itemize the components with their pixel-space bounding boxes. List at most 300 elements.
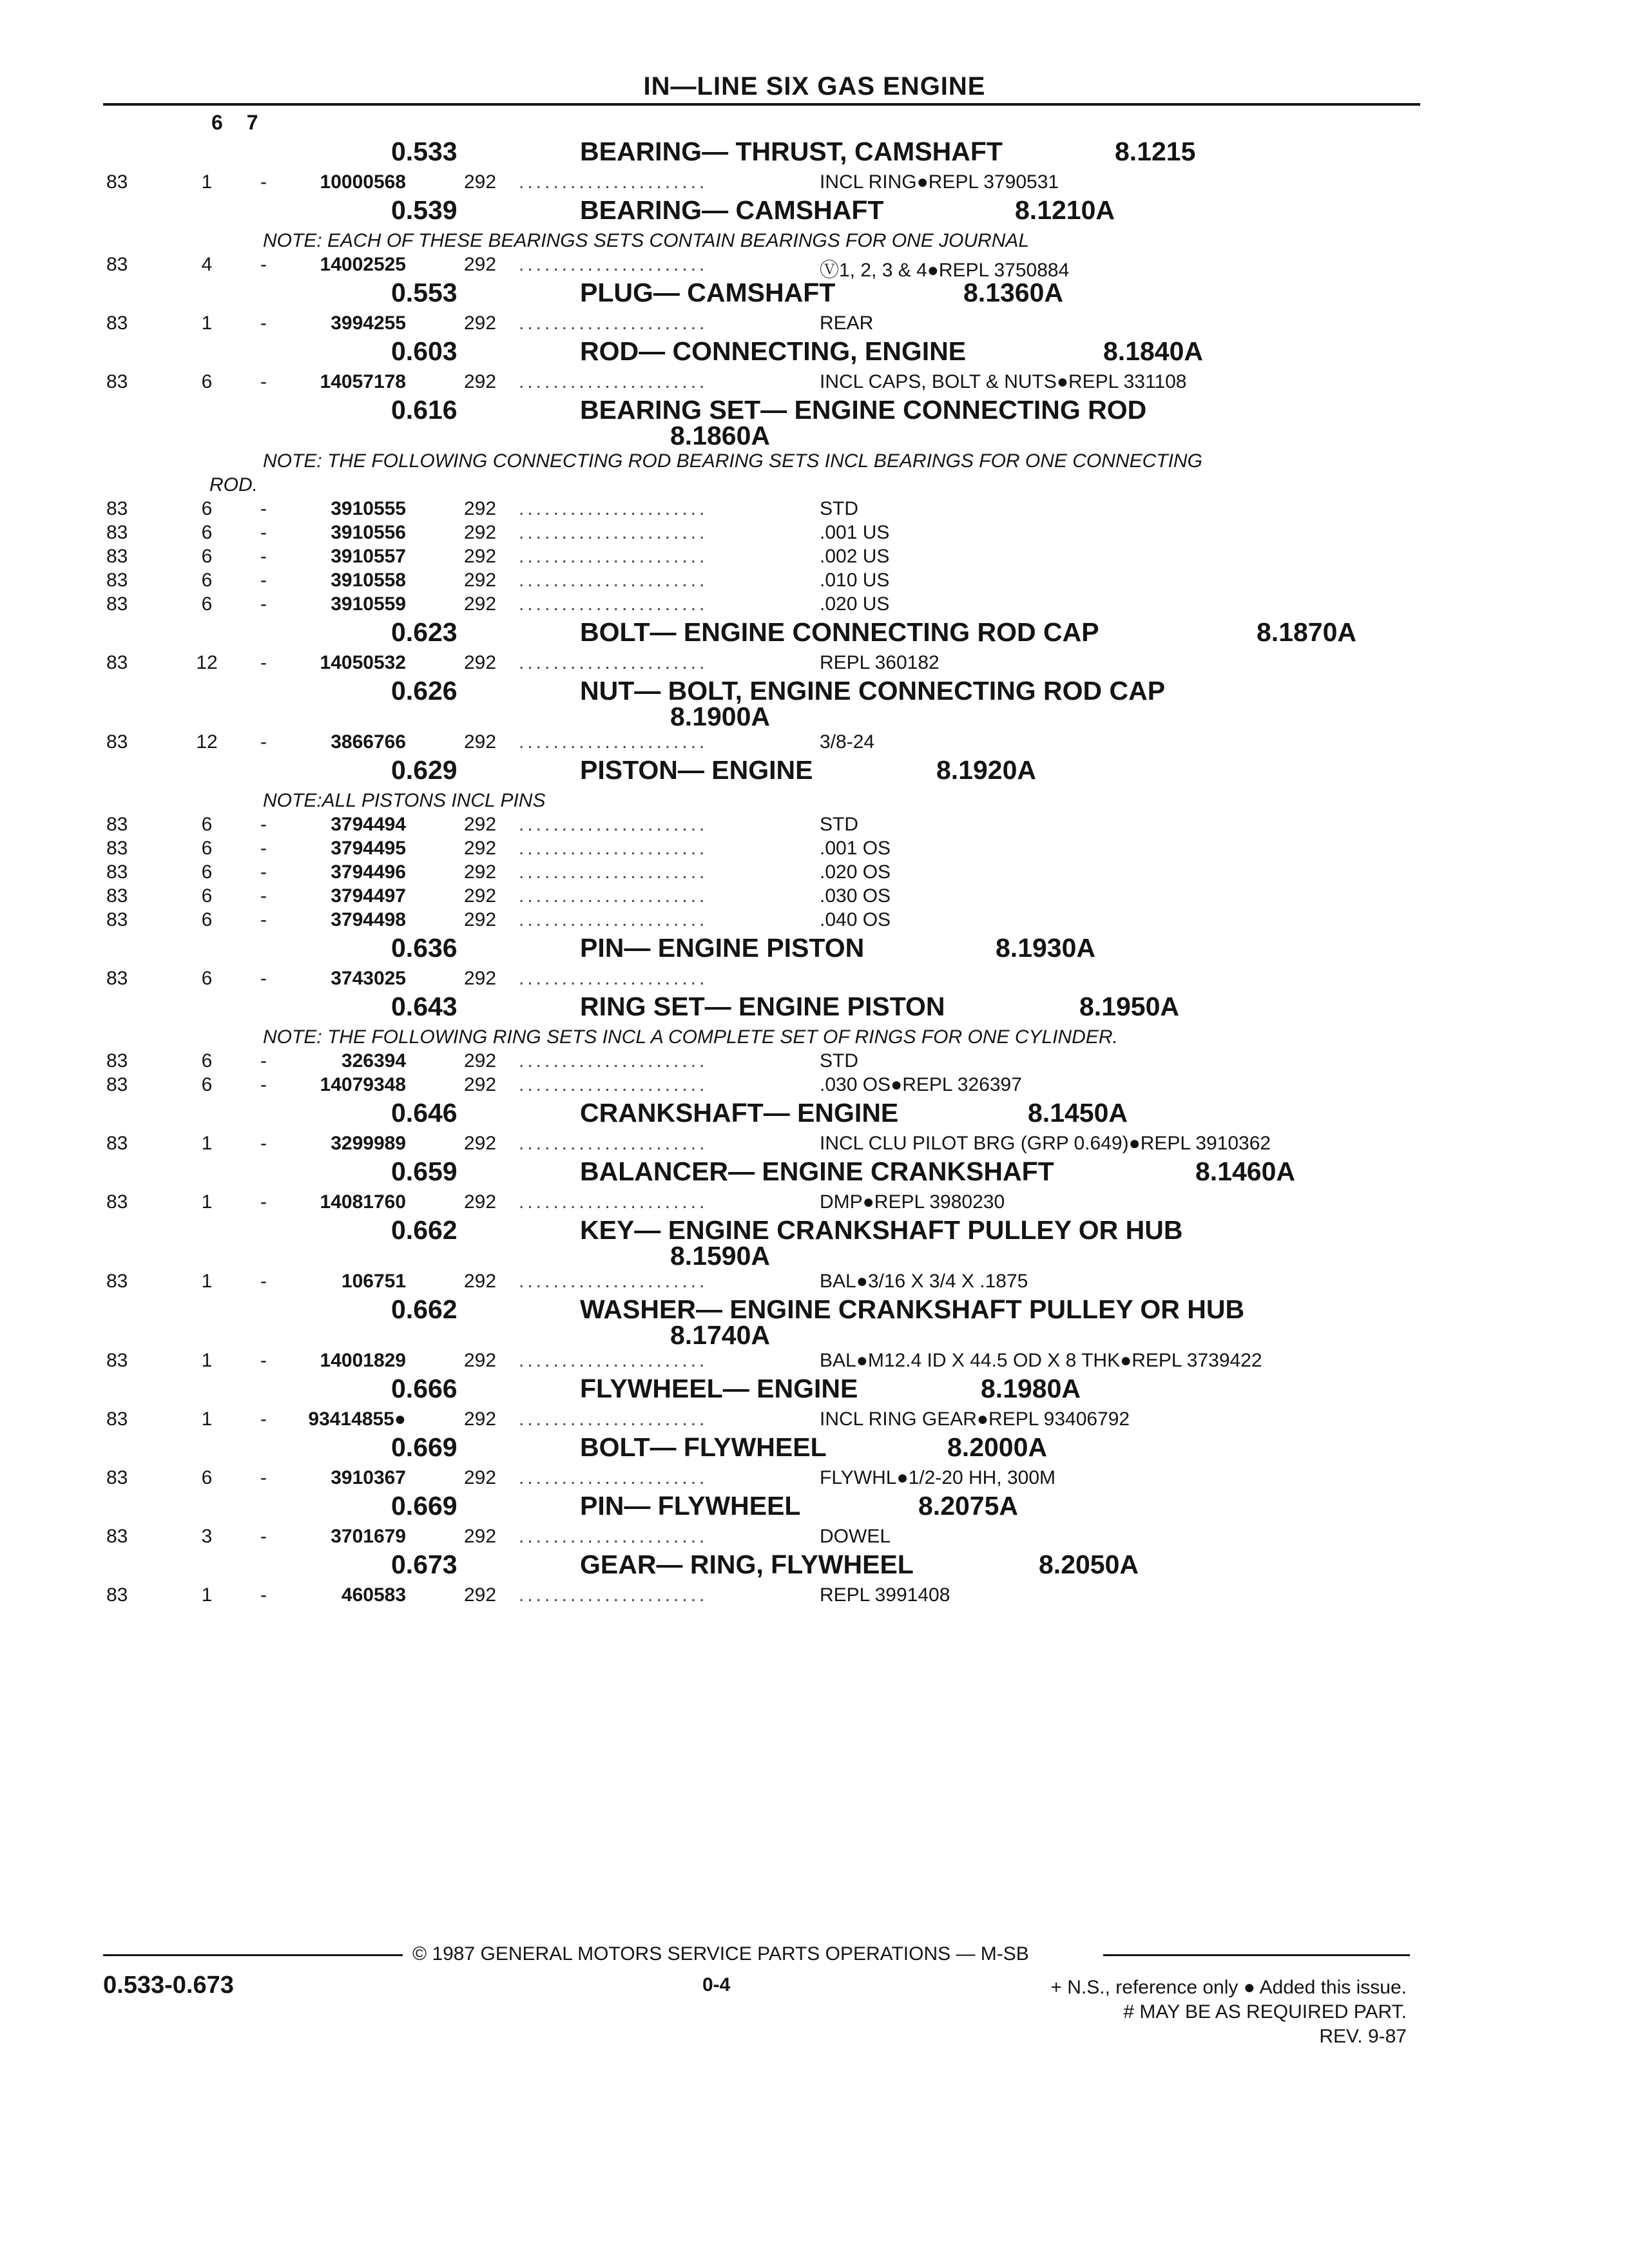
plant-code: 292: [464, 1408, 497, 1430]
part-number: 3743025: [331, 968, 406, 989]
part-number: 14002525: [320, 254, 406, 275]
plant-code: 292: [464, 312, 497, 334]
catalog-code: 83: [106, 968, 128, 989]
part-description: INCL CLU PILOT BRG (GRP 0.649)●REPL 3910362: [820, 1133, 1271, 1154]
column-numbers: 6 7: [211, 111, 258, 134]
dot-leader: ......................: [519, 1526, 708, 1547]
quantity: 6: [201, 1050, 213, 1072]
part-number: 14081760: [320, 1191, 406, 1213]
group-number: 0.673: [391, 1550, 458, 1579]
separator-dash: -: [260, 814, 267, 835]
separator-dash: -: [260, 1408, 267, 1430]
dot-leader: ......................: [519, 1074, 708, 1095]
part-description: .002 US: [820, 546, 890, 567]
part-description: INCL RING●REPL 3790531: [820, 171, 1059, 193]
section-heading: [0, 278, 1629, 312]
section-heading: [0, 1215, 1629, 1271]
section-heading: [0, 1550, 1629, 1584]
dot-leader: ......................: [519, 861, 708, 883]
group-number: 0.662: [391, 1215, 458, 1245]
catalog-code: 83: [106, 1133, 128, 1154]
plant-code: 292: [464, 171, 497, 193]
catalog-code: 83: [106, 1467, 128, 1488]
dot-leader: ......................: [519, 312, 708, 334]
separator-dash: -: [260, 254, 267, 275]
separator-dash: -: [260, 1133, 267, 1154]
table-row: [0, 968, 1629, 992]
catalog-code: 83: [106, 861, 128, 883]
reference-code: 8.1920A: [936, 755, 1037, 785]
separator-dash: -: [260, 1191, 267, 1213]
table-row: [0, 861, 1629, 885]
table-row: [0, 909, 1629, 933]
plant-code: 292: [464, 570, 497, 591]
part-description: .010 US: [820, 570, 890, 591]
dot-leader: ......................: [519, 546, 708, 567]
separator-dash: -: [260, 171, 267, 193]
plant-code: 292: [464, 652, 497, 673]
dot-leader: ......................: [519, 522, 708, 543]
part-number: 14050532: [320, 652, 406, 673]
part-description: .020 US: [820, 593, 890, 615]
plant-code: 292: [464, 838, 497, 859]
separator-dash: -: [260, 1467, 267, 1488]
table-row: [0, 1526, 1629, 1550]
part-number: 326394: [341, 1050, 406, 1072]
parts-section: [0, 617, 1629, 676]
group-number: 0.636: [391, 933, 458, 963]
section-heading: [0, 755, 1629, 790]
part-description: STD: [820, 814, 858, 835]
parts-section: [0, 933, 1629, 992]
part-number: 3794496: [331, 861, 406, 883]
separator-dash: -: [260, 546, 267, 567]
part-number: 93414855●: [308, 1408, 406, 1430]
quantity: 1: [201, 1191, 213, 1213]
part-number: 3701679: [331, 1526, 406, 1547]
table-row: [0, 570, 1629, 593]
parts-section: [0, 1491, 1629, 1550]
part-number: 3794495: [331, 838, 406, 859]
plant-code: 292: [464, 522, 497, 543]
separator-dash: -: [260, 1074, 267, 1095]
parts-section: [0, 755, 1629, 933]
separator-dash: -: [260, 312, 267, 334]
separator-dash: -: [260, 909, 267, 930]
separator-dash: -: [260, 968, 267, 989]
quantity: 1: [201, 1350, 213, 1371]
quantity: 6: [201, 371, 213, 392]
dot-leader: ......................: [519, 652, 708, 673]
table-row: [0, 593, 1629, 617]
reference-code: 8.1840A: [1103, 336, 1204, 366]
plant-code: 292: [464, 1467, 497, 1488]
dot-leader: ......................: [519, 909, 708, 930]
section-title: KEY— ENGINE CRANKSHAFT PULLEY OR HUB: [580, 1215, 1183, 1245]
part-description: INCL RING GEAR●REPL 93406792: [820, 1408, 1130, 1430]
dot-leader: ......................: [519, 968, 708, 989]
catalog-code: 83: [106, 1271, 128, 1292]
separator-dash: -: [260, 1350, 267, 1371]
plant-code: 292: [464, 546, 497, 567]
table-row: [0, 546, 1629, 570]
part-number: 10000568: [320, 171, 406, 193]
part-description: REPL 3991408: [820, 1584, 950, 1606]
table-row: [0, 522, 1629, 546]
parts-section: [0, 278, 1629, 336]
separator-dash: -: [260, 498, 267, 519]
parts-list: [0, 137, 1629, 1608]
footer-rule-right: [1103, 1954, 1410, 1956]
separator-dash: -: [260, 1584, 267, 1606]
page-range: 0.533-0.673: [103, 1972, 234, 1999]
part-description: STD: [820, 498, 858, 519]
plant-code: 292: [464, 861, 497, 883]
reference-code: 8.1210A: [1015, 195, 1115, 225]
catalog-code: 83: [106, 371, 128, 392]
plant-code: 292: [464, 1350, 497, 1371]
section-title: FLYWHEEL— ENGINE: [580, 1374, 858, 1403]
quantity: 6: [201, 1074, 213, 1095]
table-row: [0, 1584, 1629, 1608]
quantity: 1: [201, 1271, 213, 1292]
plant-code: 292: [464, 254, 497, 275]
dot-leader: ......................: [519, 1408, 708, 1430]
separator-dash: -: [260, 522, 267, 543]
parts-section: [0, 137, 1629, 195]
part-number: 3299989: [331, 1133, 406, 1154]
reference-code: 8.1860A: [670, 421, 771, 450]
section-title: BOLT— FLYWHEEL: [580, 1432, 827, 1462]
part-description: REAR: [820, 312, 874, 334]
page-number: 0-4: [702, 1974, 731, 1995]
reference-code: 8.1950A: [1079, 992, 1180, 1021]
group-number: 0.616: [391, 395, 458, 425]
group-number: 0.533: [391, 137, 458, 166]
catalog-code: 83: [106, 1074, 128, 1095]
separator-dash: -: [260, 1271, 267, 1292]
quantity: 6: [201, 968, 213, 989]
dot-leader: ......................: [519, 570, 708, 591]
quantity: 1: [201, 1584, 213, 1606]
reference-code: 8.1980A: [981, 1374, 1081, 1403]
reference-code: 8.1460A: [1195, 1157, 1296, 1186]
copyright-line: © 1987 GENERAL MOTORS SERVICE PARTS OPERATIONS — M-SB: [412, 1943, 1029, 1965]
dot-leader: ......................: [519, 371, 708, 392]
parts-section: [0, 395, 1629, 617]
reference-code: 8.1740A: [670, 1320, 771, 1350]
quantity: 1: [201, 171, 213, 193]
catalog-code: 83: [106, 498, 128, 519]
plant-code: 292: [464, 909, 497, 930]
reference-code: 8.2000A: [947, 1432, 1048, 1462]
separator-dash: -: [260, 885, 267, 907]
section-heading: [0, 933, 1629, 968]
section-heading: [0, 195, 1629, 230]
table-row: [0, 1467, 1629, 1491]
section-title: BEARING— THRUST, CAMSHAFT: [580, 137, 1003, 166]
section-title: PIN— ENGINE PISTON: [580, 933, 865, 963]
table-row: [0, 1074, 1629, 1098]
part-description: .030 OS: [820, 885, 891, 907]
table-row: [0, 1408, 1629, 1432]
quantity: 12: [196, 731, 218, 753]
dot-leader: ......................: [519, 593, 708, 615]
section-heading: [0, 395, 1629, 450]
part-description: DOWEL: [820, 1526, 891, 1547]
part-number: 106751: [341, 1271, 406, 1292]
dot-leader: ......................: [519, 1467, 708, 1488]
part-description: FLYWHL●1/2-20 HH, 300M: [820, 1467, 1056, 1488]
catalog-code: 83: [106, 546, 128, 567]
quantity: 6: [201, 570, 213, 591]
dot-leader: ......................: [519, 885, 708, 907]
footer-legend: [1050, 1975, 1407, 2049]
parts-section: [0, 1215, 1629, 1294]
part-number: 460583: [341, 1584, 406, 1606]
parts-section: [0, 1374, 1629, 1432]
legend-line: # MAY BE AS REQUIRED PART.: [1123, 2001, 1407, 2023]
parts-section: [0, 336, 1629, 395]
section-heading: [0, 1098, 1629, 1133]
catalog-code: 83: [106, 522, 128, 543]
catalog-code: 83: [106, 312, 128, 334]
section-heading: [0, 676, 1629, 731]
plant-code: 292: [464, 371, 497, 392]
section-heading: [0, 617, 1629, 652]
plant-code: 292: [464, 593, 497, 615]
table-row: [0, 814, 1629, 838]
separator-dash: -: [260, 731, 267, 753]
dot-leader: ......................: [519, 171, 708, 193]
reference-code: 8.1360A: [963, 278, 1064, 307]
part-number: 14057178: [320, 371, 406, 392]
table-row: [0, 371, 1629, 395]
section-heading: [0, 1432, 1629, 1467]
part-number: 3910367: [331, 1467, 406, 1488]
group-number: 0.659: [391, 1157, 458, 1186]
table-row: [0, 312, 1629, 336]
plant-code: 292: [464, 814, 497, 835]
parts-section: [0, 1098, 1629, 1157]
quantity: 6: [201, 522, 213, 543]
quantity: 1: [201, 1133, 213, 1154]
plant-code: 292: [464, 1271, 497, 1292]
section-heading: [0, 336, 1629, 371]
parts-section: [0, 676, 1629, 755]
table-row: [0, 1271, 1629, 1294]
catalog-code: 83: [106, 1584, 128, 1606]
section-note: NOTE: EACH OF THESE BEARINGS SETS CONTAIN BEARINGS FOR ONE JOURNAL: [263, 230, 1030, 251]
dot-leader: ......................: [519, 814, 708, 835]
section-title: ROD— CONNECTING, ENGINE: [580, 336, 967, 366]
section-title: PLUG— CAMSHAFT: [580, 278, 836, 307]
group-number: 0.629: [391, 755, 458, 785]
reference-code: 8.2050A: [1039, 1550, 1139, 1579]
reference-code: 8.1215: [1115, 137, 1196, 166]
group-number: 0.669: [391, 1432, 458, 1462]
section-title: WASHER— ENGINE CRANKSHAFT PULLEY OR HUB: [580, 1294, 1245, 1324]
group-number: 0.669: [391, 1491, 458, 1521]
part-description: .030 OS●REPL 326397: [820, 1074, 1022, 1095]
table-row: [0, 1191, 1629, 1215]
section-heading: [0, 1294, 1629, 1350]
separator-dash: -: [260, 861, 267, 883]
part-number: 3910557: [331, 546, 406, 567]
separator-dash: -: [260, 1526, 267, 1547]
catalog-code: 83: [106, 1191, 128, 1213]
part-description: STD: [820, 1050, 858, 1072]
dot-leader: ......................: [519, 1271, 708, 1292]
section-title: BALANCER— ENGINE CRANKSHAFT: [580, 1157, 1054, 1186]
catalog-code: 83: [106, 909, 128, 930]
catalog-code: 83: [106, 171, 128, 193]
dot-leader: ......................: [519, 1584, 708, 1606]
quantity: 6: [201, 838, 213, 859]
separator-dash: -: [260, 1050, 267, 1072]
section-heading: [0, 1157, 1629, 1191]
part-description: Ⓥ1, 2, 3 & 4●REPL 3750884: [820, 260, 1070, 281]
section-note: NOTE: THE FOLLOWING RING SETS INCL A COMPLETE SET OF RINGS FOR ONE CYLINDER.: [263, 1026, 1118, 1048]
separator-dash: -: [260, 652, 267, 673]
parts-section: [0, 195, 1629, 281]
dot-leader: ......................: [519, 1191, 708, 1213]
section-title: BOLT— ENGINE CONNECTING ROD CAP: [580, 617, 1099, 647]
plant-code: 292: [464, 1074, 497, 1095]
dot-leader: ......................: [519, 1350, 708, 1371]
quantity: 1: [201, 1408, 213, 1430]
part-number: 3866766: [331, 731, 406, 753]
catalog-code: 83: [106, 593, 128, 615]
quantity: 6: [201, 909, 213, 930]
separator-dash: -: [260, 570, 267, 591]
group-number: 0.662: [391, 1294, 458, 1324]
part-description: BAL●M12.4 ID X 44.5 OD X 8 THK●REPL 3739422: [820, 1350, 1262, 1371]
catalog-code: 83: [106, 570, 128, 591]
part-description: .020 OS: [820, 861, 891, 883]
reference-code: 8.1930A: [996, 933, 1096, 963]
quantity: 6: [201, 593, 213, 615]
catalog-code: 83: [106, 1350, 128, 1371]
part-number: 3910555: [331, 498, 406, 519]
parts-section: [0, 1550, 1629, 1608]
table-row: [0, 1050, 1629, 1074]
separator-dash: -: [260, 371, 267, 392]
section-note: ROD.: [209, 474, 258, 495]
table-row: [0, 254, 1629, 281]
group-number: 0.623: [391, 617, 458, 647]
plant-code: 292: [464, 1191, 497, 1213]
dot-leader: ......................: [519, 498, 708, 519]
dot-leader: ......................: [519, 1133, 708, 1154]
table-row: [0, 498, 1629, 522]
part-number: 14079348: [320, 1074, 406, 1095]
section-title: CRANKSHAFT— ENGINE: [580, 1098, 899, 1128]
group-number: 0.603: [391, 336, 458, 366]
quantity: 12: [196, 652, 218, 673]
plant-code: 292: [464, 1526, 497, 1547]
dot-leader: ......................: [519, 1050, 708, 1072]
section-note: NOTE: THE FOLLOWING CONNECTING ROD BEARING SETS INCL BEARINGS FOR ONE CONNECTING: [263, 450, 1202, 472]
plant-code: 292: [464, 498, 497, 519]
quantity: 6: [201, 498, 213, 519]
group-number: 0.626: [391, 676, 458, 706]
table-row: [0, 885, 1629, 909]
section-note: NOTE:ALL PISTONS INCL PINS: [263, 790, 546, 811]
plant-code: 292: [464, 968, 497, 989]
reference-code: 8.1590A: [670, 1241, 771, 1271]
dot-leader: ......................: [519, 254, 708, 275]
part-description: .040 OS: [820, 909, 891, 930]
part-number: 3794494: [331, 814, 406, 835]
part-description: BAL●3/16 X 3/4 X .1875: [820, 1271, 1028, 1292]
quantity: 6: [201, 1467, 213, 1488]
parts-section: [0, 1432, 1629, 1491]
part-number: 3794498: [331, 909, 406, 930]
table-row: [0, 1350, 1629, 1374]
reference-code: 8.2075A: [918, 1491, 1019, 1521]
legend-line: REV. 9-87: [1319, 2026, 1407, 2047]
table-row: [0, 731, 1629, 755]
catalog-code: 83: [106, 254, 128, 275]
group-number: 0.553: [391, 278, 458, 307]
section-heading: [0, 137, 1629, 171]
group-number: 0.666: [391, 1374, 458, 1403]
catalog-code: 83: [106, 1050, 128, 1072]
part-description: .001 OS: [820, 838, 891, 859]
dot-leader: ......................: [519, 731, 708, 753]
catalog-code: 83: [106, 814, 128, 835]
plant-code: 292: [464, 731, 497, 753]
catalog-code: 83: [106, 1526, 128, 1547]
catalog-code: 83: [106, 838, 128, 859]
catalog-code: 83: [106, 652, 128, 673]
section-title: NUT— BOLT, ENGINE CONNECTING ROD CAP: [580, 676, 1166, 706]
section-title: PIN— FLYWHEEL: [580, 1491, 801, 1521]
quantity: 6: [201, 885, 213, 907]
part-number: 3794497: [331, 885, 406, 907]
dot-leader: ......................: [519, 838, 708, 859]
group-number: 0.539: [391, 195, 458, 225]
table-row: [0, 652, 1629, 676]
part-number: 3994255: [331, 312, 406, 334]
plant-code: 292: [464, 1584, 497, 1606]
quantity: 3: [201, 1526, 213, 1547]
plant-code: 292: [464, 1050, 497, 1072]
separator-dash: -: [260, 838, 267, 859]
group-number: 0.646: [391, 1098, 458, 1128]
reference-code: 8.1870A: [1257, 617, 1357, 647]
parts-section: [0, 1157, 1629, 1215]
separator-dash: -: [260, 593, 267, 615]
table-row: [0, 171, 1629, 195]
reference-code: 8.1450A: [1028, 1098, 1128, 1128]
section-heading: [0, 992, 1629, 1026]
section-title: BEARING SET— ENGINE CONNECTING ROD: [580, 395, 1147, 425]
quantity: 6: [201, 546, 213, 567]
table-row: [0, 838, 1629, 861]
part-description: INCL CAPS, BOLT & NUTS●REPL 331108: [820, 371, 1187, 392]
catalog-code: 83: [106, 1408, 128, 1430]
section-title: PISTON— ENGINE: [580, 755, 813, 785]
quantity: 6: [201, 814, 213, 835]
header-rule: [103, 103, 1420, 106]
legend-line: + N.S., reference only ● Added this issue.: [1050, 1977, 1407, 1998]
part-number: 3910559: [331, 593, 406, 615]
section-title: RING SET— ENGINE PISTON: [580, 992, 945, 1021]
catalog-code: 83: [106, 885, 128, 907]
section-heading: [0, 1374, 1629, 1408]
